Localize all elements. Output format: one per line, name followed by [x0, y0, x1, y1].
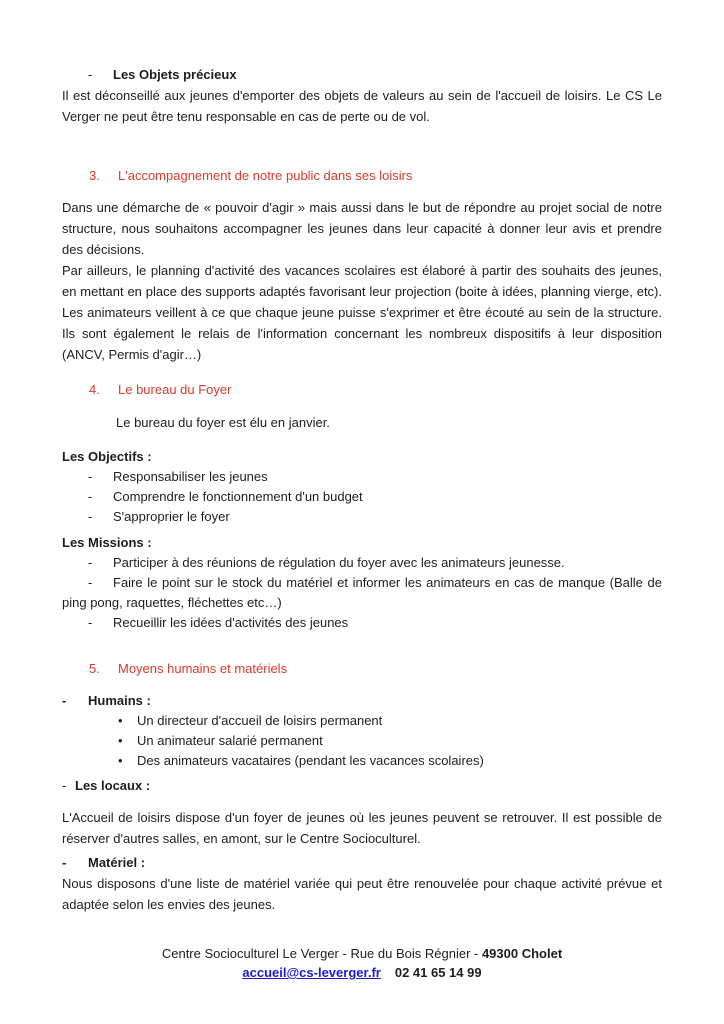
dash-marker: -	[88, 509, 93, 524]
locaux-paragraph: L'Accueil de loisirs dispose d'un foyer de jeunes où les jeunes peuvent se retrouver. Il est possible de réserver d'autres salles, en amont, sur le Centre Socioculturel.	[62, 810, 662, 846]
list-item	[62, 487, 662, 507]
objectif-text: S'approprier le foyer	[113, 509, 230, 524]
materiel-paragraph: Nous disposons d'une liste de matériel variée qui peut être renouvelée pour chaque activité prévue et adaptée selon les envies des jeunes.	[62, 876, 662, 912]
objectif-text: Comprendre le fonctionnement d'un budget	[113, 489, 363, 504]
locaux-label-row	[62, 775, 662, 796]
humain-text: Des animateurs vacataires (pendant les vacances scolaires)	[137, 753, 484, 768]
materiel-label: Matériel :	[88, 855, 146, 870]
page-footer	[62, 944, 662, 982]
humain-text: Un directeur d'accueil de loisirs permanent	[137, 713, 383, 728]
footer-email-link[interactable]: accueil@cs-leverger.fr	[242, 965, 381, 980]
dash-marker: -	[88, 489, 93, 504]
dash-marker: -	[88, 555, 93, 570]
list-item	[62, 467, 662, 487]
dash-marker: -	[88, 469, 93, 484]
list-item	[62, 613, 662, 633]
humains-list	[62, 711, 662, 771]
footer-contact-line	[62, 963, 662, 982]
objets-precieux-title: Les Objets précieux	[113, 67, 237, 82]
section-3-paragraph-1: Dans une démarche de « pouvoir d'agir » mais aussi dans le but de répondre au projet social de notre structure, nous souhaitons accompagner les jeunes dans leur capacité à donner leur avis et prendre des décisions.	[62, 200, 662, 257]
list-item	[62, 553, 662, 573]
humain-text: Un animateur salarié permanent	[137, 733, 323, 748]
materiel-label-row	[62, 852, 662, 873]
mission-text: Faire le point sur le stock du matériel et informer les animateurs en cas de manque (Balle de ping pong, raquettes, fléchettes etc…)	[62, 575, 662, 610]
mission-text: Participer à des réunions de régulation du foyer avec les animateurs jeunesse.	[113, 555, 565, 570]
list-item	[62, 507, 662, 527]
list-item	[62, 573, 662, 613]
dash-marker: -	[88, 67, 93, 82]
list-item	[62, 751, 662, 771]
footer-address-line	[62, 944, 662, 963]
objectifs-label: Les Objectifs :	[62, 449, 152, 464]
dash-marker: -	[88, 615, 93, 630]
footer-phone: 02 41 65 14 99	[394, 965, 482, 980]
section-5-title: Moyens humains et matériels	[118, 661, 288, 676]
section-3-title: L'accompagnement de notre public dans ses loisirs	[118, 168, 413, 183]
section-4-title: Le bureau du Foyer	[118, 382, 232, 397]
locaux-label: Les locaux :	[75, 778, 151, 793]
objectif-text: Responsabiliser les jeunes	[113, 469, 268, 484]
section-3-paragraph-2: Par ailleurs, le planning d'activité des vacances scolaires est élaboré à partir des souhaits des jeunes, en mettant en place des supports adaptés favorisant leur projection (boite à idées, planning vierge, etc). Les animateurs veillent à ce que chaque jeune puisse s'exprimer et être écouté au sein de la structure. Ils sont également le relais de l'information concernant les nombreux dispositifs à leur disposition (ANCV, Permis d'agir…)	[62, 263, 662, 362]
mission-text: Recueillir les idées d'activités des jeunes	[113, 615, 349, 630]
humains-label: Humains :	[88, 693, 151, 708]
missions-list	[62, 553, 662, 633]
bullet-marker: •	[118, 733, 123, 748]
section-3-number: 3.	[89, 168, 100, 183]
objets-precieux-heading	[62, 64, 662, 85]
objectifs-list	[62, 467, 662, 527]
list-item	[62, 731, 662, 751]
dash-marker: -	[62, 693, 67, 708]
list-item	[62, 711, 662, 731]
bullet-marker: •	[118, 753, 123, 768]
section-5-heading	[62, 658, 662, 679]
dash-marker: -	[62, 855, 67, 870]
section-3-heading	[62, 165, 662, 186]
bureau-intro: Le bureau du foyer est élu en janvier.	[116, 415, 330, 430]
dash-marker: -	[62, 778, 67, 793]
footer-address: Centre Socioculturel Le Verger - Rue du Bois Régnier -	[161, 946, 482, 961]
humains-label-row	[62, 690, 662, 711]
objets-precieux-paragraph: Il est déconseillé aux jeunes d'emporter des objets de valeurs au sein de l'accueil de loisirs. Le CS Le Verger ne peut être tenu responsable en cas de perte ou de vol.	[62, 88, 662, 124]
missions-label: Les Missions :	[62, 535, 152, 550]
bullet-marker: •	[118, 713, 123, 728]
dash-marker: -	[88, 575, 93, 590]
section-5-number: 5.	[89, 661, 100, 676]
section-4-heading	[62, 379, 662, 400]
section-4-number: 4.	[89, 382, 100, 397]
footer-city: 49300 Cholet	[481, 946, 563, 961]
